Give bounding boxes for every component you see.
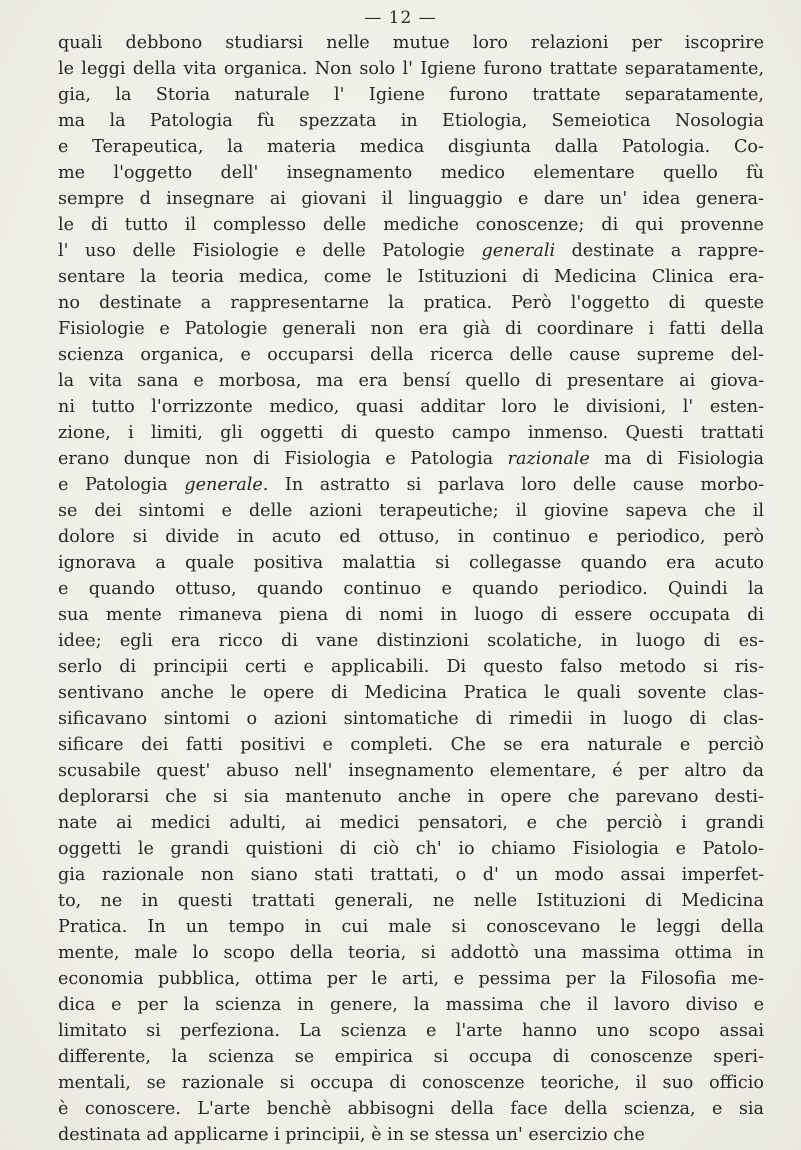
text-line: ni tutto l'orrizzonte medico, quasi additar loro le divisioni, l' esten- [58, 397, 765, 417]
text-line: e quando ottuso, quando continuo e quando periodico. Quindi la [58, 579, 764, 599]
text-line: ma la Patologia fù spezzata in Etiologia, Semeiotica Nosologia [58, 111, 765, 131]
italic-term: generale. [184, 475, 269, 495]
text-line: deplorarsi che si sia mantenuto anche in opere che parevano desti- [58, 787, 764, 807]
text-line: serlo di principii certi e applicabili. Di questo falso metodo si ris- [58, 657, 765, 677]
text-line [58, 446, 764, 472]
text-line: no destinate a rappresentarne la pratica. Però l'oggetto di queste [58, 293, 765, 313]
text-line: nate ai medici adulti, ai medici pensatori, e che perciò i grandi [58, 813, 764, 833]
text-line: quali debbono studiarsi nelle mutue loro relazioni per iscoprire [58, 33, 764, 53]
page-number: — 12 — [364, 8, 437, 28]
text-span: destinate a rappre- [555, 241, 765, 261]
text-line: è conoscere. L'arte benchè abbisogni della face della scienza, e sia [58, 1099, 764, 1119]
text-line: gia, la Storia naturale l' Igiene furono trattate separatamente, [58, 85, 765, 105]
text-line: idee; egli era ricco di vane distinzioni scolatiche, in luogo di es- [58, 631, 765, 651]
text-span: l' uso delle Fisiologie e delle Patologie [58, 241, 482, 261]
body-text [58, 30, 764, 1148]
text-span: e Patologia [58, 475, 185, 495]
italic-term: generali [481, 241, 556, 261]
text-line: limitato si perfeziona. La scienza e l'arte hanno uno scopo assai [58, 1021, 765, 1041]
text-line: dica e per la scienza in genere, la massima che il lavoro diviso e [58, 995, 764, 1015]
text-line: me l'oggetto dell' insegnamento medico elementare quello fù [58, 163, 765, 183]
text-line: differente, la scienza se empirica si occupa di conoscenze speri- [58, 1047, 764, 1067]
text-line: sificavano sintomi o azioni sintomatiche di rimedii in luogo di clas- [58, 709, 764, 729]
text-line: scienza organica, e occuparsi della ricerca delle cause supreme del- [58, 345, 764, 365]
text-line: sua mente rimaneva piena di nomi in luogo di essere occupata di [58, 605, 764, 625]
text-line: Pratica. In un tempo in cui male si conoscevano le leggi della [58, 917, 764, 937]
text-line: economia pubblica, ottima per le arti, e pessima per la Filosofia me- [58, 969, 765, 989]
text-line: sentare la teoria medica, come le Istituzioni di Medicina Clinica era- [58, 267, 764, 287]
text-span: In astratto si parlava loro delle cause morbo- [268, 475, 765, 495]
text-line [58, 238, 764, 264]
text-line: le di tutto il complesso delle mediche conoscenze; di qui provenne [58, 215, 764, 235]
text-line: ignorava a quale positiva malattia si collegasse quando era acuto [58, 553, 765, 573]
text-line: mente, male lo scopo della teoria, si addottò una massima ottima in [58, 943, 765, 963]
text-span: erano dunque non di Fisiologia e Patologia [58, 449, 508, 469]
text-line: destinata ad applicarne i principii, è in se stessa un' esercizio che [58, 1125, 645, 1145]
text-line: sificare dei fatti positivi e completi. Che se era naturale e perciò [58, 735, 764, 755]
text-line: sempre d insegnare ai giovani il linguaggio e dare un' idea genera- [58, 189, 764, 209]
italic-term: razionale [507, 449, 590, 469]
text-line: la vita sana e morbosa, ma era bensí quello di presentare ai giova- [58, 371, 765, 391]
text-line: oggetti le grandi quistioni di ciò ch' io chiamo Fisiologia e Patolo- [58, 839, 764, 859]
text-line [58, 472, 764, 498]
text-line: le leggi della vita organica. Non solo l' Igiene furono trattate separatamente, [58, 59, 765, 79]
text-line: Fisiologie e Patologie generali non era già di coordinare i fatti della [58, 319, 764, 339]
text-line: to, ne in questi trattati generali, ne nelle Istituzioni di Medicina [58, 891, 764, 911]
text-line: e Terapeutica, la materia medica disgiunta dalla Patologia. Co- [58, 137, 764, 157]
text-line: scusabile quest' abuso nell' insegnamento elementare, é per altro da [58, 761, 764, 781]
text-line: dolore si divide in acuto ed ottuso, in continuo e periodico, però [58, 527, 764, 547]
text-line: se dei sintomi e delle azioni terapeutiche; il giovine sapeva che il [58, 501, 764, 521]
text-line: zione, i limiti, gli oggetti di questo campo inmenso. Questi trattati [58, 423, 764, 443]
text-line: mentali, se razionale si occupa di conoscenze teoriche, il suo officio [58, 1073, 764, 1093]
text-span: ma di Fisiologia [589, 449, 765, 469]
text-line: gia razionale non siano stati trattati, o d' un modo assai imperfet- [58, 865, 765, 885]
text-line: sentivano anche le opere di Medicina Pratica le quali sovente clas- [58, 683, 764, 703]
